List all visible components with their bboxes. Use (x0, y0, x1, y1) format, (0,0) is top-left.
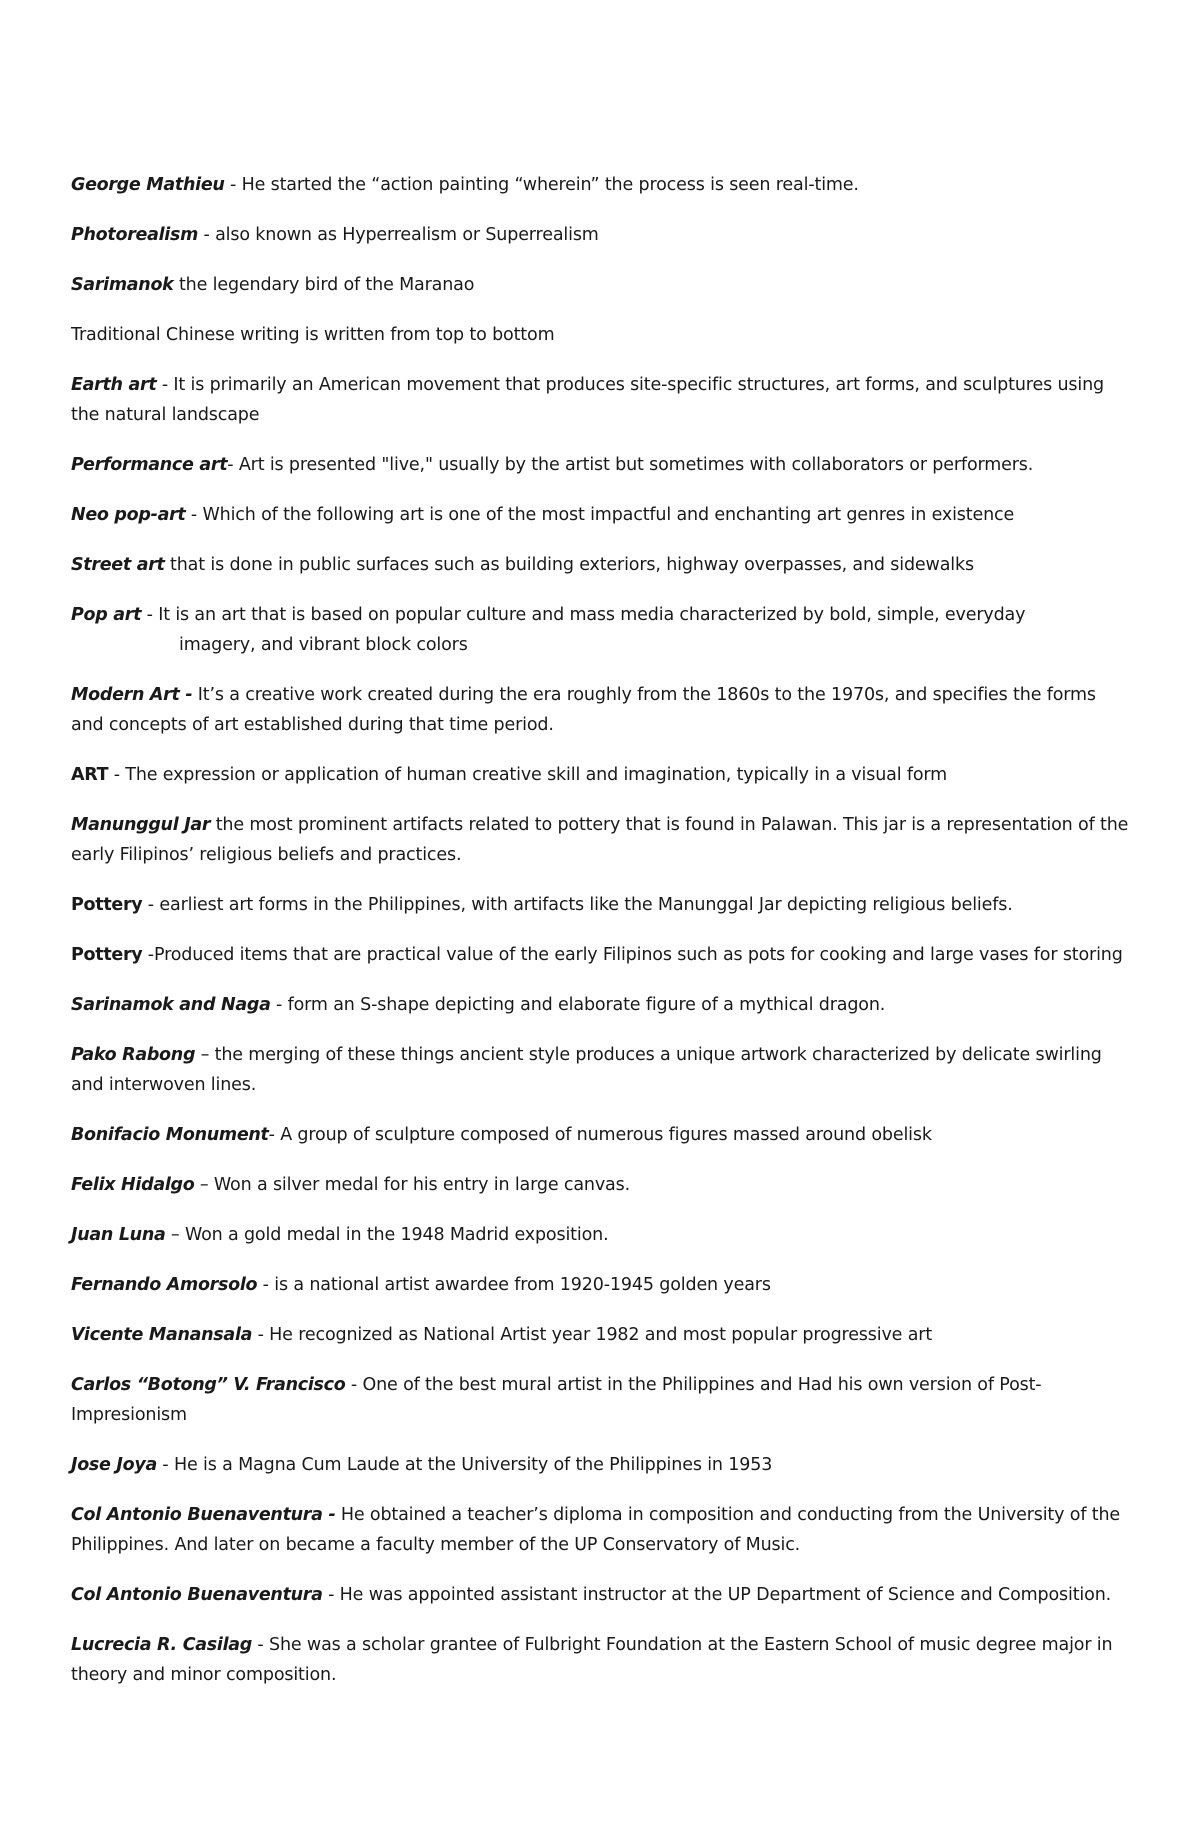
entry-text: the most prominent artifacts related to pottery that is found in Palawan. This jar is a representation of the early Filipinos’ religious beliefs and practices. (71, 815, 1129, 865)
entry-text: Won a silver medal for his entry in large canvas. (213, 1175, 631, 1195)
entry-text: earliest art forms in the Philippines, with artifacts like the Manunggal Jar depicting religious beliefs. (159, 895, 1013, 915)
entry-art: ART - The expression or application of human creative skill and imagination, typically in a visual form (71, 765, 948, 785)
entry-term: Neo pop-art (71, 505, 186, 525)
entry-manunggul-jar (71, 810, 1131, 870)
entry-term: Earth art (71, 375, 157, 395)
entry-vicente-manansala: Vicente Manansala - He recognized as National Artist year 1982 and most popular progressive art (71, 1325, 933, 1345)
entry-text: Traditional Chinese writing is written from top to bottom (71, 325, 555, 345)
entry-term: Fernando Amorsolo (71, 1275, 258, 1295)
entry-term: Pottery (71, 895, 143, 915)
entry-text: He obtained a teacher’s diploma in composition and conducting from the University of the Philippines. And later on became a faculty member of the UP Conservatory of Music. (71, 1505, 1121, 1555)
entry-term: Col Antonio Buenaventura - (71, 1505, 336, 1525)
entry-term: Modern Art - (71, 685, 193, 705)
entry-text: He was appointed assistant instructor at the UP Department of Science and Composition. (339, 1585, 1112, 1605)
entry-antonio-buenaventura-1 (71, 1500, 1131, 1560)
entry-photorealism: Photorealism - also known as Hyperrealism or Superrealism (71, 225, 599, 245)
entry-term: Pako Rabong (71, 1045, 196, 1065)
entry-text: Art is presented "live," usually by the artist but sometimes with collaborators or performers. (238, 455, 1034, 475)
entry-text: Produced items that are practical value of the early Filipinos such as pots for cooking and large vases for storing (153, 945, 1123, 965)
entry-text: Won a gold medal in the 1948 Madrid exposition. (184, 1225, 609, 1245)
entry-term: Carlos “Botong” V. Francisco (71, 1375, 346, 1395)
entry-street-art (71, 550, 1131, 580)
entry-text: A group of sculpture composed of numerous figures massed around obelisk (280, 1125, 932, 1145)
entry-performance-art: Performance art- Art is presented "live," usually by the artist but sometimes with collaborators or performers. (71, 455, 1034, 475)
entry-term: Sarimanok (71, 275, 174, 295)
entry-sarimanok (71, 270, 1131, 300)
entry-text: One of the best mural artist in the Philippines and Had his own version of Post-Impresionism (71, 1375, 1042, 1425)
entry-term: Street art (71, 555, 165, 575)
entry-term: George Mathieu (71, 175, 225, 195)
entry-antonio-buenaventura-2: Col Antonio Buenaventura - He was appointed assistant instructor at the UP Department of Science and Composition. (71, 1585, 1112, 1605)
entry-term: Manunggul Jar (71, 815, 211, 835)
entry-term: Performance art (71, 455, 228, 475)
entry-text: It’s a creative work created during the era roughly from the 1860s to the 1970s, and specifies the forms and concepts of art established during that time period. (71, 685, 1096, 735)
entry-lucrecia-casilag: Lucrecia R. Casilag - She was a scholar grantee of Fulbright Foundation at the Eastern School of music degree major in theory and minor composition. (71, 1635, 1113, 1685)
entry-text: that is done in public surfaces such as building exteriors, highway overpasses, and sidewalks (170, 555, 974, 575)
entry-text: also known as Hyperrealism or Superrealism (215, 225, 599, 245)
entry-felix-hidalgo: Felix Hidalgo – Won a silver medal for his entry in large canvas. (71, 1175, 631, 1195)
entry-text: is a national artist awardee from 1920-1945 golden years (274, 1275, 771, 1295)
entry-text: form an S-shape depicting and elaborate figure of a mythical dragon. (287, 995, 886, 1015)
entry-chinese-writing (71, 320, 1131, 350)
entry-text: Which of the following art is one of the most impactful and enchanting art genres in existence (202, 505, 1015, 525)
entry-term: Lucrecia R. Casilag (71, 1635, 252, 1655)
entry-text: the legendary bird of the Maranao (178, 275, 475, 295)
entry-bonifacio-monument: Bonifacio Monument- A group of sculpture composed of numerous figures massed around obelisk (71, 1125, 932, 1145)
entry-term: Juan Luna (71, 1225, 166, 1245)
entry-text: She was a scholar grantee of Fulbright Foundation at the Eastern School of music degree major in theory and minor composition. (71, 1635, 1113, 1685)
entry-term: Pop art (71, 605, 142, 625)
entry-term: Pottery (71, 945, 143, 965)
entry-term: Vicente Manansala (71, 1325, 253, 1345)
entry-text: The expression or application of human creative skill and imagination, typically in a visual form (125, 765, 948, 785)
entry-term: Photorealism (71, 225, 199, 245)
entry-term: Jose Joya (71, 1455, 157, 1475)
entry-text-continued: imagery, and vibrant block colors (179, 635, 468, 655)
entry-carlos-francisco: Carlos “Botong” V. Francisco - One of the best mural artist in the Philippines and Had his own version of Post-Impresionism (71, 1375, 1042, 1425)
entry-juan-luna: Juan Luna – Won a gold medal in the 1948 Madrid exposition. (71, 1225, 609, 1245)
entry-term: ART (71, 765, 109, 785)
entry-text: the merging of these things ancient style produces a unique artwork characterized by delicate swirling and interwoven lines. (71, 1045, 1102, 1095)
entry-earth-art: Earth art - It is primarily an American movement that produces site-specific structures, art forms, and sculptures using the natural landscape (71, 375, 1104, 425)
entry-fernando-amorsolo: Fernando Amorsolo - is a national artist awardee from 1920-1945 golden years (71, 1275, 771, 1295)
entry-modern-art (71, 680, 1131, 740)
notes-list (71, 170, 1131, 1710)
entry-text: He started the “action painting “wherein” the process is seen real-time. (241, 175, 859, 195)
entry-pop-art: Pop art - It is an art that is based on popular culture and mass media characterized by bold, simple, everyday imagery, and vibrant block colors (71, 600, 1131, 660)
entry-term: Bonifacio Monument (71, 1125, 269, 1145)
entry-text: It is an art that is based on popular culture and mass media characterized by bold, simple, everyday (158, 605, 1026, 625)
entry-term: Felix Hidalgo (71, 1175, 195, 1195)
entry-pako-rabong: Pako Rabong – the merging of these things ancient style produces a unique artwork characterized by delicate swirling and interwoven lines. (71, 1045, 1102, 1095)
entry-sarinamok-naga: Sarinamok and Naga - form an S-shape depicting and elaborate figure of a mythical dragon. (71, 995, 886, 1015)
entry-text: It is primarily an American movement that produces site-specific structures, art forms, and sculptures using the natural landscape (71, 375, 1104, 425)
entry-jose-joya: Jose Joya - He is a Magna Cum Laude at the University of the Philippines in 1953 (71, 1455, 773, 1475)
entry-pottery-2: Pottery -Produced items that are practical value of the early Filipinos such as pots for cooking and large vases for storing (71, 945, 1123, 965)
entry-text: He recognized as National Artist year 1982 and most popular progressive art (269, 1325, 933, 1345)
entry-neo-pop-art: Neo pop-art - Which of the following art is one of the most impactful and enchanting art genres in existence (71, 505, 1015, 525)
entry-george-mathieu: George Mathieu - He started the “action painting “wherein” the process is seen real-time. (71, 175, 859, 195)
entry-pottery-1: Pottery - earliest art forms in the Philippines, with artifacts like the Manunggal Jar depicting religious beliefs. (71, 895, 1013, 915)
entry-text: He is a Magna Cum Laude at the University of the Philippines in 1953 (173, 1455, 773, 1475)
entry-term: Sarinamok and Naga (71, 995, 271, 1015)
entry-term: Col Antonio Buenaventura (71, 1585, 323, 1605)
